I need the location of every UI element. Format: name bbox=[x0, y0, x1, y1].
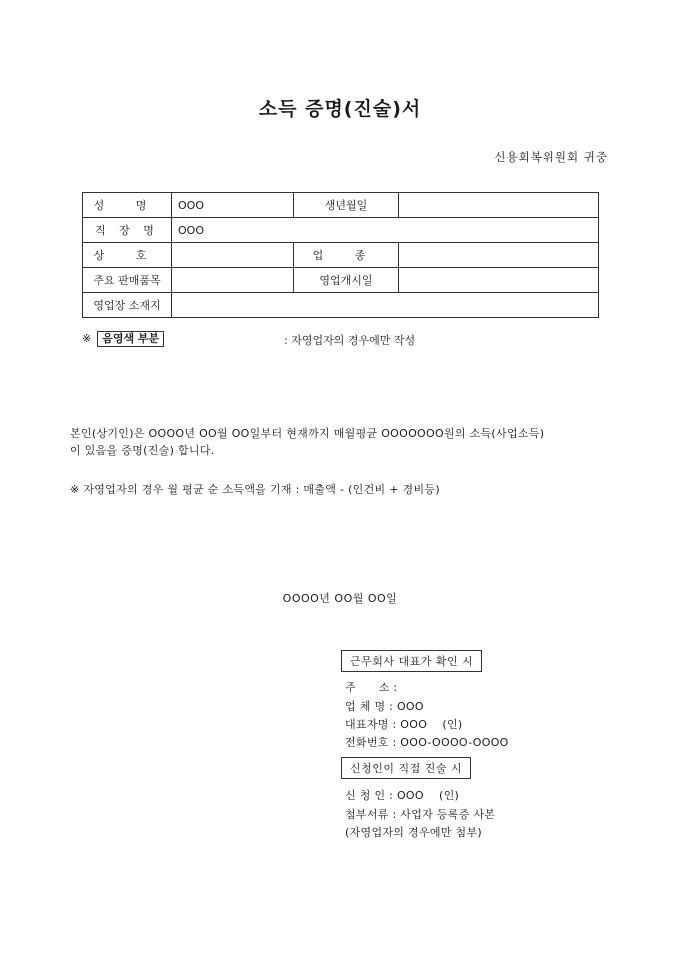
company-address: 주 소 : bbox=[345, 681, 398, 694]
company-representative: 대표자명 : OOO (인) bbox=[345, 718, 463, 731]
shaded-note bbox=[82, 331, 164, 347]
recipient: 신용회복위원회 귀중 bbox=[494, 150, 608, 164]
shaded-label: 음영색 부분 bbox=[97, 331, 164, 347]
workplace-value: OOO bbox=[172, 218, 599, 243]
date-line: OOOO년 OO월 OO일 bbox=[282, 592, 398, 605]
start-date-value bbox=[399, 268, 599, 293]
applicant-name: 신 청 인 : OOO (인) bbox=[345, 789, 460, 802]
shaded-note-text: : 자영업자의 경우에만 작성 bbox=[284, 334, 416, 347]
location-value bbox=[172, 293, 599, 318]
table-row bbox=[83, 293, 599, 318]
table-row bbox=[83, 193, 599, 218]
table-row bbox=[83, 268, 599, 293]
table-row bbox=[83, 243, 599, 268]
birth-value bbox=[399, 193, 599, 218]
certification-line-1: 본인(상기인)은 OOOO년 OO월 OO일부터 현재까지 매월평균 OOOOOOO원의 소득(사업소득) bbox=[70, 427, 545, 440]
location-label: 영업장 소재지 bbox=[83, 293, 172, 318]
business-type-value bbox=[399, 243, 599, 268]
self-employed-notice: ※ 자영업자의 경우 월 평균 순 소득액을 기재 : 매출액 - (인건비 + 경비등) bbox=[70, 483, 440, 496]
name-label: 성 명 bbox=[83, 193, 172, 218]
company-section-header: 근무회사 대표가 확인 시 bbox=[341, 650, 482, 672]
reference-mark: ※ bbox=[82, 332, 92, 345]
info-table bbox=[82, 192, 599, 318]
certification-line-2: 이 있음을 증명(진술) 합니다. bbox=[70, 444, 215, 457]
certification-text bbox=[70, 425, 610, 459]
birth-label: 생년월일 bbox=[294, 193, 399, 218]
main-products-label: 주요 판매품목 bbox=[83, 268, 172, 293]
start-date-label: 영업개시일 bbox=[294, 268, 399, 293]
attachments: 첨부서류 : 사업자 등록증 사본 bbox=[345, 808, 496, 821]
company-name: 업 체 명 : OOO bbox=[345, 700, 424, 713]
main-products-value bbox=[172, 268, 294, 293]
table-row bbox=[83, 218, 599, 243]
applicant-section-header: 신청인이 직접 진술 시 bbox=[341, 757, 471, 779]
workplace-label: 직 장 명 bbox=[83, 218, 172, 243]
attachments-note: (자영업자의 경우에만 첨부) bbox=[345, 826, 482, 839]
trade-value bbox=[172, 243, 294, 268]
name-value: OOO bbox=[172, 193, 294, 218]
company-phone: 전화번호 : OOO-OOOO-OOOO bbox=[345, 736, 509, 749]
page-title: 소득 증명(진술)서 bbox=[258, 98, 422, 120]
trade-label: 상 호 bbox=[83, 243, 172, 268]
business-type-label: 업 종 bbox=[294, 243, 399, 268]
